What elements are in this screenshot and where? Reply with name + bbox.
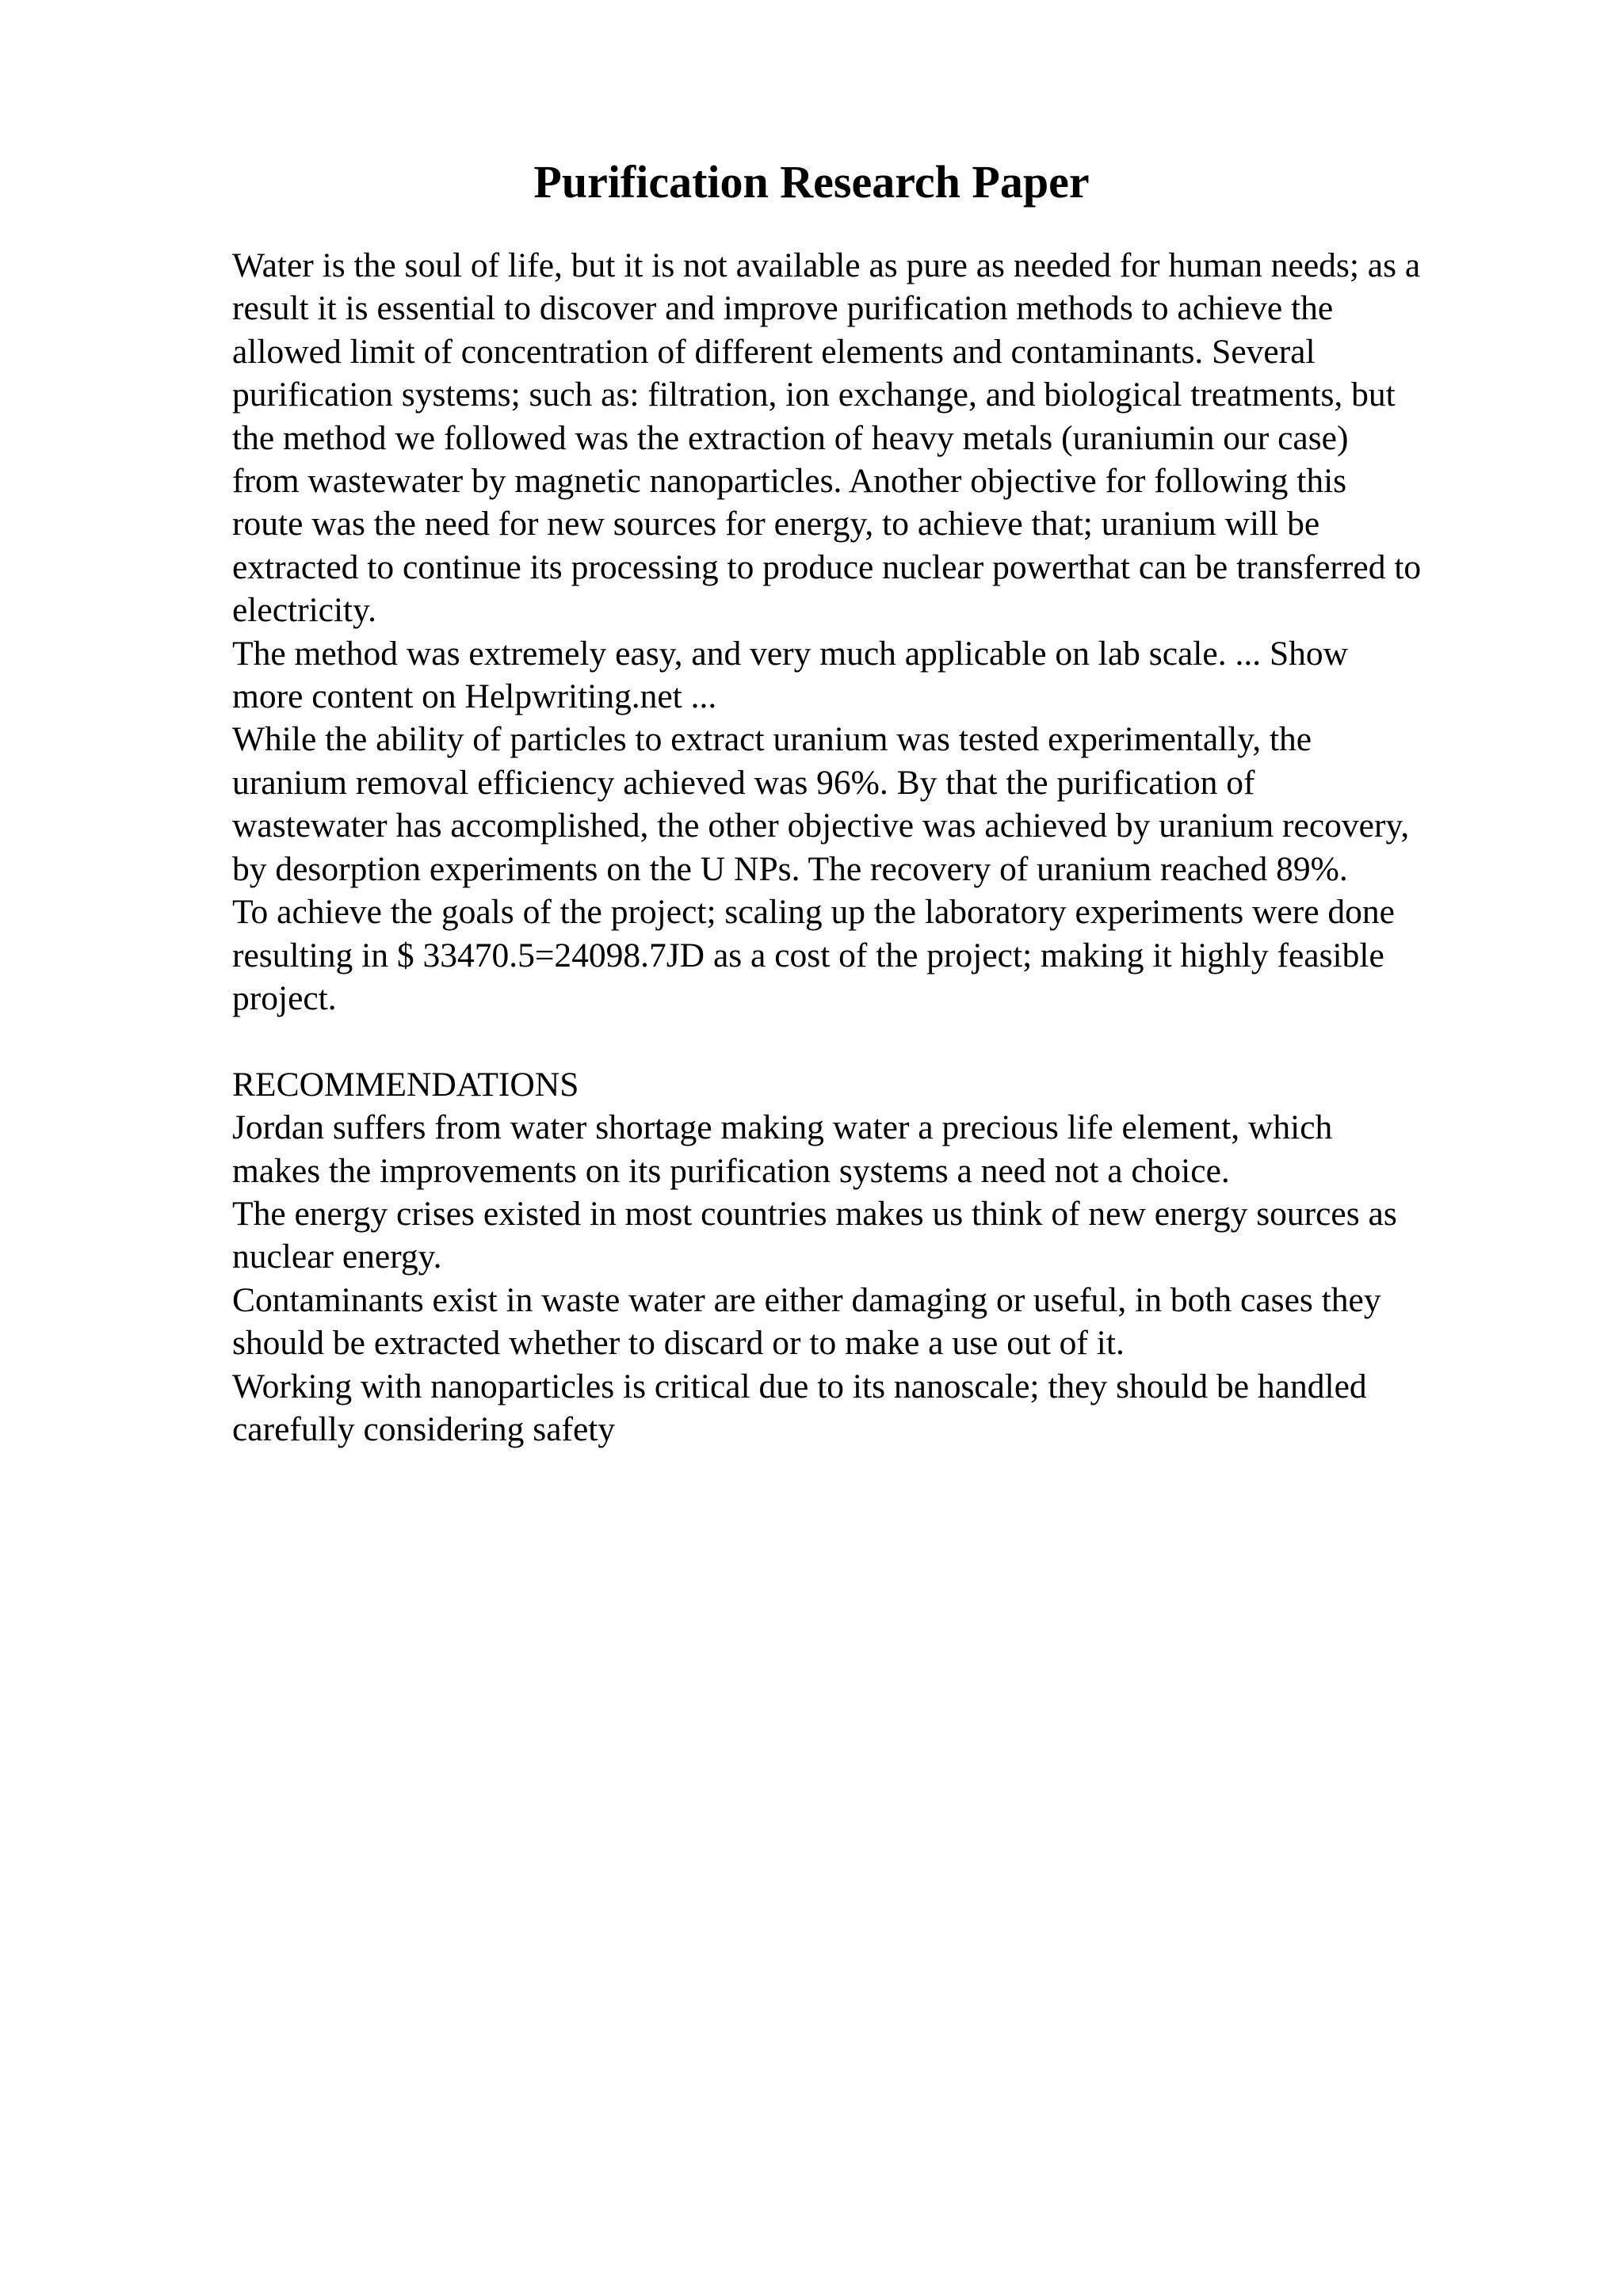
text-line: While the ability of particles to extract uranium was tested experimentally, the (232, 720, 1312, 759)
text-line: Working with nanoparticles is critical due to its nanoscale; they should be handled (232, 1367, 1367, 1405)
text-line: resulting in $ 33470.5=24098.7JD as a cost of the project; making it highly feasible (232, 936, 1384, 974)
text-line: should be extracted whether to discard or to make a use out of it. (232, 1324, 1125, 1363)
text-line: To achieve the goals of the project; scaling up the laboratory experiments were done (232, 893, 1395, 932)
text-line: carefully considering safety (232, 1409, 616, 1448)
text-line: Jordan suffers from water shortage making water a precious life element, which (232, 1108, 1333, 1147)
text-line: Water is the soul of life, but it is not available as pure as needed for human needs; as a (232, 246, 1421, 284)
page-title: Purification Research Paper (533, 156, 1090, 208)
text-line: electricity. (232, 591, 376, 630)
text-line: by desorption experiments on the U NPs. The recovery of uranium reached 89%. (232, 849, 1348, 888)
recommendations-section (232, 1063, 1532, 1451)
text-line: project. (232, 978, 337, 1017)
abstract-section (232, 244, 1532, 1020)
text-line: nuclear energy. (232, 1238, 442, 1276)
text-line: more content on Helpwriting.net ... (232, 677, 717, 716)
text-line: uranium removal efficiency achieved was 96%. By that the purification of (232, 763, 1255, 802)
text-line: the method we followed was the extraction of heavy metals (uraniumin our case) (232, 418, 1349, 457)
text-line: allowed limit of concentration of different elements and contaminants. Several (232, 332, 1316, 371)
paragraph-gap (232, 1020, 1532, 1062)
document-body (232, 244, 1532, 1451)
text-line: from wastewater by magnetic nanoparticles. Another objective for following this (232, 462, 1347, 501)
text-line: extracted to continue its processing to produce nuclear powerthat can be transferred to (232, 547, 1422, 586)
text-line: wastewater has accomplished, the other objective was achieved by uranium recovery, (232, 807, 1410, 845)
text-line: makes the improvements on its purification systems a need not a choice. (232, 1151, 1230, 1190)
text-line: purification systems; such as: filtration, ion exchange, and biological treatments, but (232, 376, 1396, 414)
text-line: The method was extremely easy, and very much applicable on lab scale. ... Show (232, 634, 1349, 673)
text-line: Contaminants exist in waste water are either damaging or useful, in both cases they (232, 1280, 1381, 1319)
text-line: route was the need for new sources for energy, to achieve that; uranium will be (232, 505, 1320, 543)
recommendations-heading: RECOMMENDATIONS (232, 1065, 579, 1104)
text-line: The energy crises existed in most countries makes us think of new energy sources as (232, 1194, 1397, 1233)
text-line: result it is essential to discover and improve purification methods to achieve the (232, 289, 1334, 328)
